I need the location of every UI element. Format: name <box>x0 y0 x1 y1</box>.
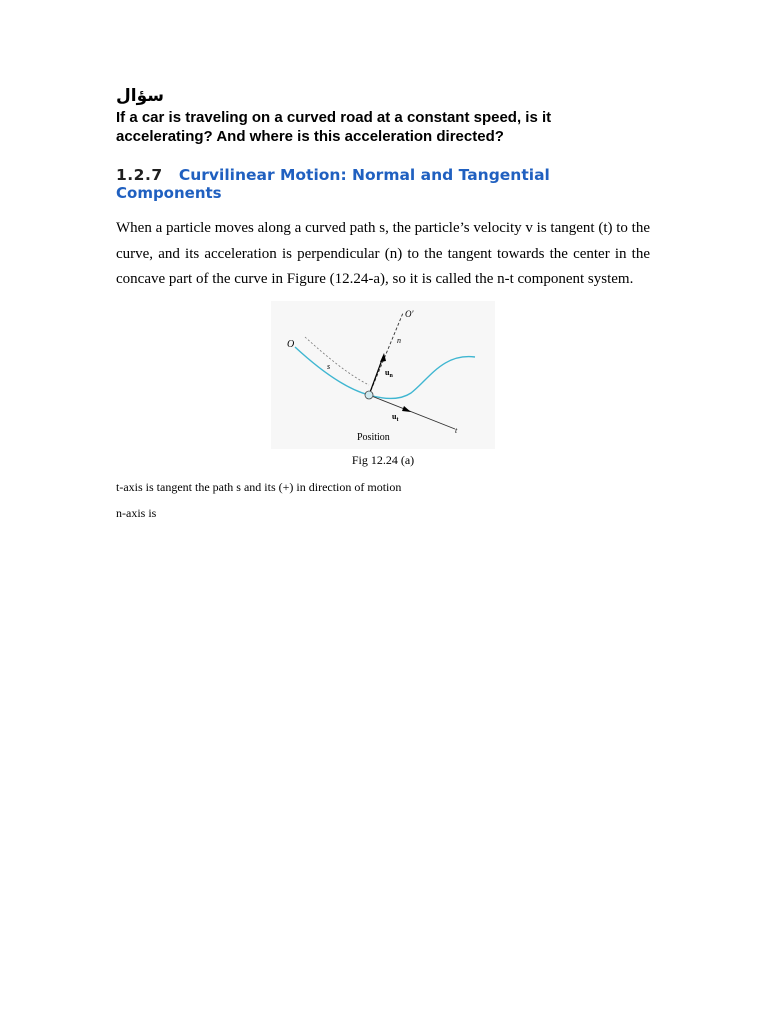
figure-caption: Fig 12.24 (a) <box>351 452 415 467</box>
center-label: O′ <box>405 308 414 319</box>
n-axis-note: n-axis is <box>116 505 157 520</box>
document-page <box>116 84 650 520</box>
t-axis-note: t-axis is tangent the path s and its (+) in direction of motion <box>116 479 402 494</box>
t-label: t <box>455 425 458 435</box>
un-label: $u_n$ <box>385 367 393 379</box>
section-title: Curvilinear Motion: Normal and Tangential <box>178 166 550 184</box>
question-text: If a car is traveling on a curved road at a constant speed, is it accelerating? And where is this acceleration directed? <box>116 109 552 145</box>
position-label: Position <box>357 431 390 443</box>
section-heading <box>116 166 650 202</box>
particle <box>365 391 373 399</box>
section-number: 1.2.7 <box>116 166 163 184</box>
question-label: سؤال <box>116 86 164 106</box>
figure <box>116 301 650 467</box>
n-label: n <box>397 335 401 345</box>
ut-label: $u_t$ <box>392 411 399 423</box>
origin-label: O <box>287 338 295 350</box>
section-title-continuation: Components <box>116 184 222 202</box>
figure-background <box>271 301 495 449</box>
nt-diagram <box>271 301 495 449</box>
body-paragraph: When a particle moves along a curved path s, the particle’s velocity v is tangent (t) to the curve, and its acceleration is perpendicular (n) to the tangent towards the center in the concave part of the curve in Figure (12.24-a), so it is called the n-t component system. <box>116 220 650 287</box>
s-label: s <box>327 361 331 371</box>
